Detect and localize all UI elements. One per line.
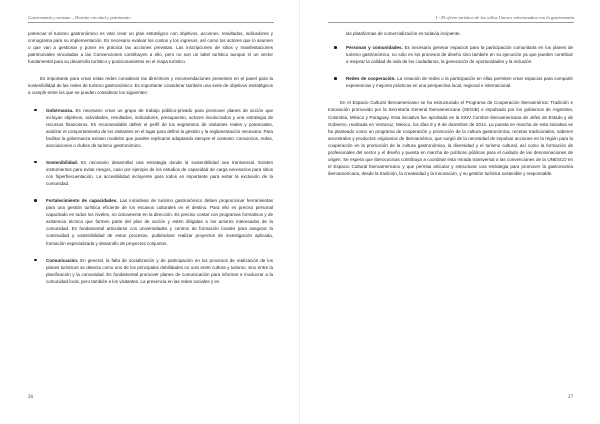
running-header-left: Gastronomía y turismo – Destino circuital y patrimonio [28,15,274,23]
objectives-list-continued [328,44,573,89]
item-term: Sostenibilidad. [46,159,79,165]
item-text: Las iniciativas de turismo gastronómico deben proporcionar herramientas para una gestión turística eficiente de los escasos culturales en el destino. Para ello es preciso personal capacitado en todos los niveles, no únicamente en la dirección. Es preciso contar con programas formativos y de asistencia técnica que formen parte del plan de acción y estén dirigidas a los actores interesados de la comunidad. Es fundamental articularse con universidades y centros de formación locales para asegurar la continuidad y sostenibilidad de estos procesos, pudiéndose realizar proyectos de investigación aplicada, formación especializada y desarrollo de proyectos conjuntos. [46,198,274,246]
item-text: En general, la falta de socialización y de participación en los procesos de realización de los planes turísticos se detecta como uno de los principales debilidades no solo entre cultura y turismo, sino entre la planificación y la comunidad. Es fundamental promover planes de comunicación para informar e involucrar a la comunidad local, pero también a los visitantes. La presencia en las redes sociales y en [46,257,273,284]
item-text: Es necesario desarrollar una estrategia donde la sostenibilidad sea transversal. Existen instrumentos para evitar riesgos, caso por ejemplo de los estudios de capacidad de carga necesarios para sitios con hiperfrecuentación. La accesibilidad incluyente para todos es importante para evitar la exclusión de la comunidad. [46,159,273,187]
list-item [28,159,273,187]
bullet-icon [34,199,37,202]
item-term: Fortalecimiento de capacidades. [46,198,118,204]
bullet-icon [334,46,337,49]
bullet-icon [34,259,37,262]
item-text: La creación de redes o la participación en ellas permiten crear espacios para compartir experiencias y mejores prácticas en una perspectiva local, regional e internacional. [346,76,574,89]
bullet-icon [34,161,37,164]
item-term: Gobernanza. [46,107,74,113]
objectives-paragraph: Es importante para crear estas redes considerar las directrices y recomendaciones presentes en el panel para la sostenibilidad de las redes de turismo gastronómico. Es importante considerar también una serie de objetivos estratégicos a cumplir entre los que se pueden considerar los siguientes: [28,76,273,96]
page-number-left: 26 [28,395,33,400]
list-item [28,197,273,246]
item-text: Es necesario crear un grupo de trabajo público-privado para promover planes de acción que incluyan objetivos, actividades, resultados, indicadores, presupuesto, actores involucrados y una estrategia de recursos financieros. Es recomendable definir el perfil de los segmentos de visitantes reales y potenciales, analizar el comportamiento de los visitantes en el lugar para definir la gestión y la reglamentación necesaria. Para facilitar la gobernanza existen modelos que pueden replicarse adaptando siempre el contexto: consorcios, redes, asociaciones o clubes de turismo gastronómico. [46,107,273,148]
objectives-list [28,107,273,285]
intro-paragraph: potenciar el turismo gastronómico es vital crear un plan estratégico con objetivos, acciones, resultados, indicadores y cronograma para su implementación. Es necesario evaluar los costos y los ingresos, así como los actores que lo asumen o que van a gestionar y poner en práctica las acciones previstas. Las inscripciones de sitios y manifestaciones patrimoniales vinculadas a las Convenciones contribuyen a ello, pero no son un label turístico aunque sí un vector fundamental para su desarrollo turístico y posicionamiento en el mapa turístico. [28,31,273,65]
bullet-icon [34,109,37,112]
list-item [328,44,573,65]
item-term: Personas y comunidades. [346,45,403,51]
list-item [328,75,573,89]
item-text: Es necesario generar espacios para la participación comunitaria en los planes de turismo gastronómico, no sólo en los procesos de diseño sino también en su ejecución ya que pueden contribuir a mejorar la calidad de vida de los ciudadanos, la generación de oportunidades y la inclusión. [346,45,573,65]
bullet-icon [334,77,337,80]
item-term: Redes de cooperación. [346,76,396,82]
left-page-body [28,30,273,295]
right-page-body [328,30,573,187]
page-number-right: 27 [568,395,573,400]
iberococinas-paragraph: En el Espacio Cultural Iberoamericano se ha estructurado el Programa de Cooperación Iberoamérica: Tradición e Innovación promovido por la Secretaría General Iberoamericana (SEGIB) e impulsado por los gobiernos de Argentina, Colombia, México y Paraguay. Esta iniciativa fue aprobada en la XXIV Cumbre Iberoamericana de Jefes de Estado y de Gobierno, realizada en Veracruz, México, los días 8 y 9 de diciembre de 2014. La puesta en marcha de esta iniciativa se ha planteado como un programa de cooperación y promoción de la cultura gastronómica, recetas tradicionales, saberes ancestrales y productos originarios de Iberoamérica, que surgió de la necesidad de impulsar acciones en la región para la cooperación en la promoción de la cultura gastronómica, la diversidad y el turismo cultural, así como la formación de profesionales del sector y el diseño y puesta en marcha de políticas públicas para el cuidado de las denominaciones de origen. Se espera que Iberococinas contribuya a coordinar esta mirada transversal a las convenciones de la UNESCO en el Espacio Cultural Iberoamericano y que permita articular y estructurar una estrategia para promover la gastronomía iberoamericana, desde la tradición, la creatividad y la innovación, y su gestión turística sostenible y responsable. [328,100,573,176]
item-term: Comunicación. [46,257,79,263]
continued-paragraph: las plataformas de comercialización es todavía incipiente. [346,31,461,36]
list-item [28,257,273,285]
running-header-right: I - El efecto turístico de los sellos Unesco relacionados con la gastronomía [328,15,574,23]
right-page [300,0,600,424]
list-item [28,107,273,149]
